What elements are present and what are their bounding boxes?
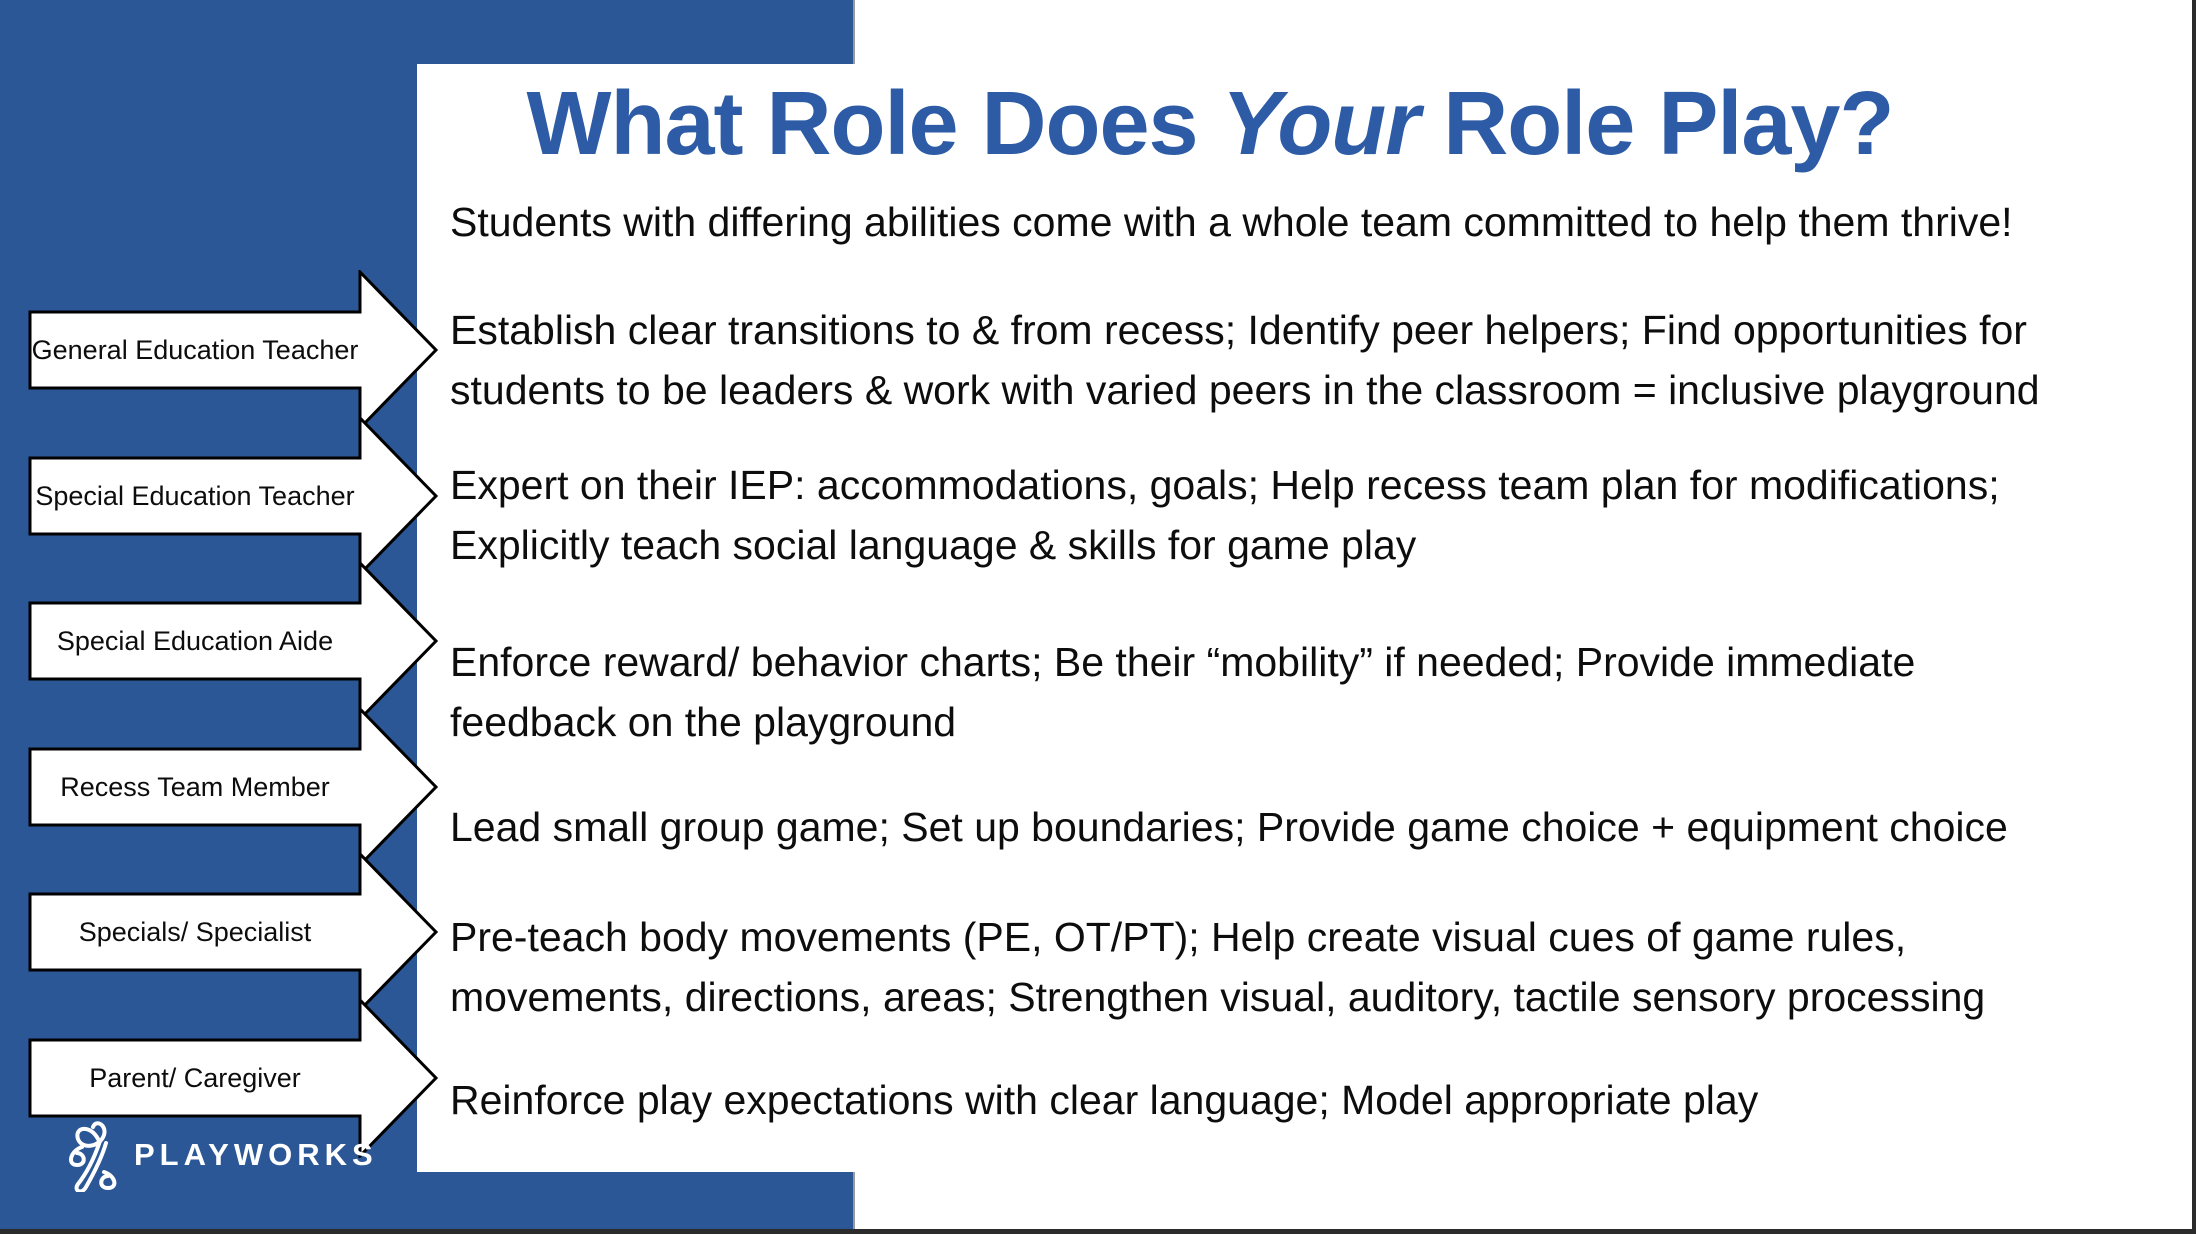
role-arrow-special-education-teacher <box>28 416 440 576</box>
playworks-logo <box>64 1118 378 1192</box>
role-description-parent-caregiver <box>450 1070 2170 1130</box>
title-text-post: Role Play? <box>1419 74 1894 174</box>
role-arrow-label: Recess Team Member <box>60 772 330 802</box>
description-line: feedback on the playground <box>450 699 957 745</box>
role-description-special-education-teacher <box>450 455 2170 575</box>
role-arrow-label: Parent/ Caregiver <box>89 1063 301 1093</box>
role-description-recess-team-member <box>450 797 2170 857</box>
role-arrow-label: Specials/ Specialist <box>78 917 312 947</box>
role-description-general-education-teacher <box>450 300 2170 420</box>
title-text-pre: What Role Does <box>526 74 1222 174</box>
description-line: Lead small group game; Set up boundaries; Provide game choice + equipment choice <box>450 804 2008 850</box>
role-description-special-education-aide <box>450 632 2170 752</box>
role-arrow-special-education-aide <box>28 561 440 721</box>
description-line: students to be leaders & work with varied peers in the classroom = inclusive playground <box>450 367 2040 413</box>
role-arrow-specials-specialist <box>28 852 440 1012</box>
page-edge-right <box>2192 0 2196 1234</box>
description-line: Enforce reward/ behavior charts; Be their “mobility” if needed; Provide immediate <box>450 639 1916 685</box>
role-arrow-recess-team-member <box>28 707 440 867</box>
role-arrow-label: General Education Teacher <box>31 335 359 365</box>
role-arrow-general-education-teacher <box>28 270 440 430</box>
playworks-logo-text: PLAYWORKS <box>134 1137 378 1172</box>
description-line: Pre-teach body movements (PE, OT/PT); Help create visual cues of game rules, <box>450 914 1907 960</box>
title-text-italic: Your <box>1221 74 1420 174</box>
playworks-logo-icon <box>64 1118 126 1192</box>
description-line: Expert on their IEP: accommodations, goals; Help recess team plan for modifications; <box>450 462 2000 508</box>
description-line: Explicitly teach social language & skills for game play <box>450 522 1417 568</box>
role-arrow-label: Special Education Aide <box>56 626 334 656</box>
description-line: movements, directions, areas; Strengthen visual, auditory, tactile sensory processing <box>450 974 1986 1020</box>
page-edge-bottom <box>0 1229 2196 1234</box>
description-line: Reinforce play expectations with clear language; Model appropriate play <box>450 1077 1759 1123</box>
slide-title <box>417 64 2003 184</box>
description-line: Establish clear transitions to & from recess; Identify peer helpers; Find opportunities for <box>450 307 2027 353</box>
role-description-specials-specialist <box>450 907 2170 1027</box>
role-arrow-label: Special Education Teacher <box>35 481 355 511</box>
slide-subtitle: Students with differing abilities come with a whole team committed to help them thrive! <box>450 199 2013 245</box>
